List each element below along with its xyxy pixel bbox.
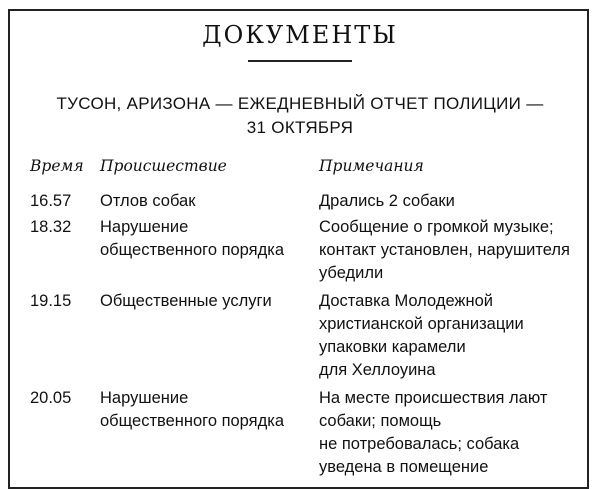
row-2-time: 18.32: [30, 218, 72, 236]
report-title-line-2: 31 ОКТЯБРЯ: [246, 118, 354, 137]
row-4-note-line-3: не потребовалась; собака: [319, 435, 520, 453]
row-2-note-line-3: убедили: [319, 264, 384, 282]
row-3-time: 19.15: [30, 292, 72, 310]
row-3-note-line-4: для Хеллоуина: [319, 361, 436, 379]
row-2-note-line-2: контакт установлен, нарушителя: [319, 241, 570, 259]
row-4-note-line-2: собаки; помощь: [319, 412, 442, 430]
row-3-note-line-1: Доставка Молодежной: [319, 292, 493, 310]
column-header-time: Время: [30, 157, 84, 175]
row-4-event-line-1: Нарушение: [100, 389, 189, 407]
row-1-time: 16.57: [30, 192, 72, 210]
row-1-event: Отлов собак: [100, 192, 196, 210]
row-3-event: Общественные услуги: [100, 292, 272, 310]
row-2-event-line-2: общественного порядка: [100, 241, 284, 259]
row-4-event-line-2: общественного порядка: [100, 412, 284, 430]
column-header-note: Примечания: [319, 157, 424, 175]
row-4-time: 20.05: [30, 389, 72, 407]
heading-underline: [248, 60, 352, 62]
row-3-note-line-3: упаковки карамели: [319, 338, 466, 356]
row-3-note-line-2: христианской организации: [319, 315, 524, 333]
row-1-note-line-1: Дрались 2 собаки: [319, 192, 455, 210]
report-title-line-1: ТУСОН, АРИЗОНА — ЕЖЕДНЕВНЫЙ ОТЧЕТ ПОЛИЦИИ —: [56, 94, 544, 113]
section-heading: ДОКУМЕНТЫ: [202, 21, 398, 49]
row-4-note-line-4: уведена в помещение: [319, 458, 489, 476]
row-2-note-line-1: Сообщение о громкой музыке;: [319, 218, 554, 236]
column-header-event: Происшествие: [100, 157, 227, 175]
row-2-event-line-1: Нарушение: [100, 218, 189, 236]
row-4-note-line-1: На месте происшествия лают: [319, 389, 548, 407]
